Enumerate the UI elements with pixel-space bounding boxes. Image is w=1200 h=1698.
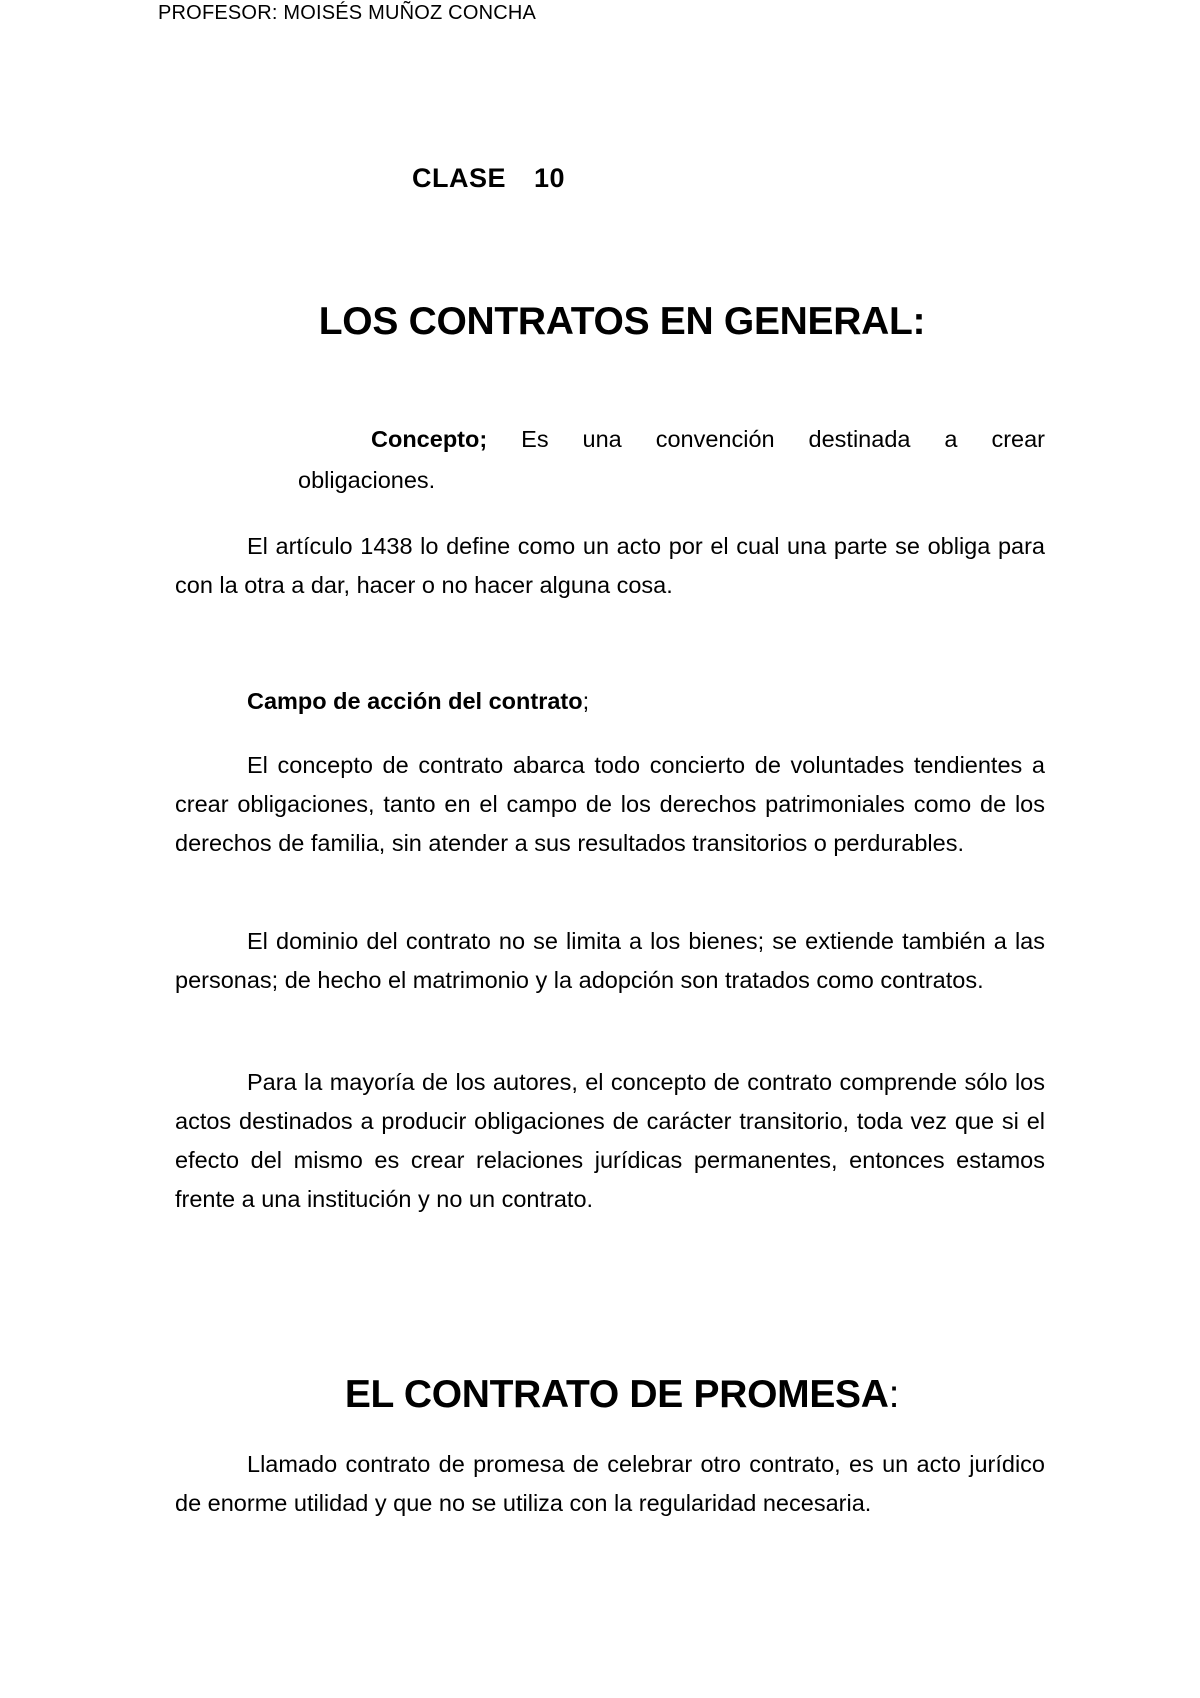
concepto-word: Es [521, 426, 549, 452]
concepto-word: destinada [808, 426, 911, 452]
concepto-continuation: obligaciones. [298, 467, 436, 493]
concepto-word: crear [991, 426, 1045, 452]
class-number-heading: CLASE 10 [412, 163, 566, 193]
campo-heading-suffix: ; [582, 688, 590, 714]
author-header: PROFESOR: MOISÉS MUÑOZ CONCHA [158, 2, 537, 24]
section-title-contratos-en-general: LOS CONTRATOS EN GENERAL: [318, 300, 926, 343]
campo-paragraph-2: El dominio del contrato no se limita a los bienes; se extiende también a las personas; de hecho el matrimonio y la adopción son tratados como contratos. [175, 928, 1045, 993]
campo-paragraph-3: Para la mayoría de los autores, el concepto de contrato comprende sólo los actos destinados a producir obligaciones de carácter transitorio, toda vez que si el efecto del mismo es crear relaciones jurídicas permanentes, entonces estamos frente a una institución y no un contrato. [175, 1069, 1045, 1212]
section-title-contrato-de-promesa [22, 1373, 1200, 1417]
promesa-title-suffix: : [888, 1373, 900, 1416]
articulo-paragraph: El artículo 1438 lo define como un acto por el cual una parte se obliga para con la otra a dar, hacer o no hacer alguna cosa. [175, 533, 1045, 598]
promesa-paragraph-1: Llamado contrato de promesa de celebrar otro contrato, es un acto jurídico de enorme utilidad y que no se utiliza con la regularidad necesaria. [175, 1451, 1045, 1516]
promesa-title-text: EL CONTRATO DE PROMESA [344, 1373, 889, 1416]
concepto-word: a [944, 426, 958, 452]
campo-heading-text: Campo de acción del contrato [247, 688, 583, 714]
concepto-word: convención [655, 426, 775, 452]
concepto-word: una [582, 426, 622, 452]
concepto-line [371, 426, 1045, 453]
campo-paragraph-1: El concepto de contrato abarca todo concierto de voluntades tendientes a crear obligaciones, tanto en el campo de los derechos patrimoniales como de los derechos de familia, sin atender a sus resultados transitorios o perdurables. [175, 752, 1045, 856]
concepto-label: Concepto; [371, 426, 488, 452]
campo-de-accion-heading [247, 688, 589, 715]
